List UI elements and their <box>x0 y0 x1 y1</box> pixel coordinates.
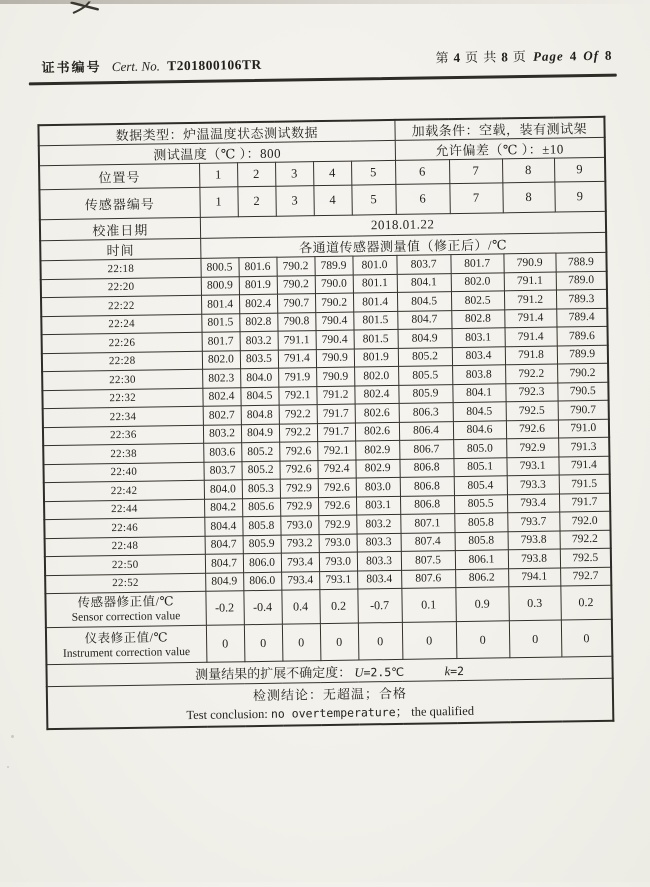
reading-value: 802.6 <box>355 422 399 441</box>
calibration-date-value: 2018.01.22 <box>200 211 606 238</box>
reading-value: 790.9 <box>316 349 354 368</box>
reading-value: 804.5 <box>397 292 451 311</box>
reading-value: 790.9 <box>503 253 555 272</box>
reading-value: 791.7 <box>317 404 355 423</box>
reading-time: 22:26 <box>42 332 202 353</box>
position-cell: 6 <box>395 160 449 185</box>
reading-value: 804.9 <box>241 424 279 443</box>
reading-value: 791.3 <box>558 437 609 456</box>
reading-value: 803.1 <box>356 496 400 515</box>
reading-value: 804.8 <box>241 405 279 424</box>
reading-value: 791.2 <box>504 290 556 309</box>
page-en-word: Page <box>532 48 564 64</box>
reading-value: 801.4 <box>201 295 239 314</box>
instrument-correction-value: 0 <box>282 624 321 662</box>
sensor-number-cell: 8 <box>502 182 554 213</box>
reading-value: 791.9 <box>278 368 316 387</box>
reading-value: 791.7 <box>559 493 610 512</box>
reading-value: 805.9 <box>398 384 452 403</box>
instrument-correction-value: 0 <box>358 622 403 660</box>
reading-value: 792.6 <box>318 497 356 516</box>
reading-value: 792.6 <box>279 460 317 479</box>
sensor-number-cell: 6 <box>395 184 449 215</box>
instrument-correction-value: 0 <box>402 622 457 660</box>
reading-value: 807.6 <box>401 569 455 588</box>
reading-value: 789.9 <box>557 345 608 364</box>
reading-value: 793.8 <box>508 531 560 550</box>
reading-value: 804.5 <box>453 402 506 421</box>
uncertainty-prefix: 测量结果的扩展不确定度： <box>195 664 352 682</box>
instrument-correction-value: 0 <box>509 620 562 658</box>
reading-value: 790.2 <box>276 257 314 276</box>
reading-time: 22:28 <box>42 351 202 372</box>
reading-value: 790.7 <box>558 400 609 419</box>
position-label: 位置号 <box>39 163 199 189</box>
reading-value: 793.4 <box>507 494 559 513</box>
reading-value: 789.4 <box>556 308 607 327</box>
reading-value: 791.2 <box>316 386 354 405</box>
reading-value: 790.2 <box>315 293 353 312</box>
reading-value: 792.2 <box>279 423 317 442</box>
reading-value: 792.6 <box>279 442 317 461</box>
reading-value: 805.2 <box>241 461 279 480</box>
uncertainty-u-symbol: U <box>354 665 364 680</box>
reading-value: 801.5 <box>353 311 397 330</box>
conclusion-en-prefix: Test conclusion: <box>186 706 272 722</box>
reading-value: 804.7 <box>205 535 243 554</box>
pen-mark <box>64 1 108 16</box>
reading-value: 803.4 <box>357 570 401 589</box>
reading-value: 793.1 <box>319 571 357 590</box>
reading-value: 803.2 <box>240 331 278 350</box>
reading-value: 805.5 <box>398 366 452 385</box>
cert-label-en: Cert. No. <box>111 58 161 75</box>
reading-value: 803.7 <box>203 461 241 480</box>
page-en-of: Of <box>583 47 600 64</box>
page-en-total: 8 <box>604 47 613 63</box>
reading-value: 806.3 <box>399 403 453 422</box>
reading-time: 22:30 <box>42 369 202 390</box>
reading-value: 794.1 <box>508 568 560 587</box>
reading-value: 805.8 <box>455 531 508 550</box>
reading-value: 790.4 <box>315 312 353 331</box>
reading-time: 22:36 <box>43 425 203 446</box>
reading-value: 791.4 <box>278 349 316 368</box>
reading-value: 789.3 <box>556 289 607 308</box>
reading-value: 800.9 <box>201 276 239 295</box>
reading-value: 802.8 <box>451 309 504 328</box>
reading-value: 788.9 <box>555 252 606 271</box>
reading-value: 806.2 <box>455 568 508 587</box>
reading-value: 801.0 <box>352 255 396 274</box>
reading-value: 802.4 <box>202 387 240 406</box>
uncertainty-k-symbol: k <box>444 664 451 679</box>
sensor-correction-label <box>45 591 205 627</box>
conclusion-row <box>47 678 614 728</box>
reading-value: 789.9 <box>314 256 352 275</box>
reading-value: 792.2 <box>560 530 611 549</box>
spacer <box>407 675 441 676</box>
position-cell: 2 <box>237 162 275 187</box>
reading-value: 792.3 <box>505 383 557 402</box>
sensor-correction-value: 0.1 <box>401 588 455 623</box>
reading-value: 804.9 <box>398 329 452 348</box>
header-rule <box>29 74 617 86</box>
reading-time: 22:48 <box>45 536 205 557</box>
reading-value: 804.7 <box>205 554 243 573</box>
reading-value: 791.4 <box>505 327 557 346</box>
reading-value: 807.5 <box>401 551 455 570</box>
reading-value: 792.1 <box>317 441 355 460</box>
reading-value: 804.9 <box>205 572 243 591</box>
reading-value: 793.0 <box>319 534 357 553</box>
reading-time: 22:52 <box>45 573 205 594</box>
reading-value: 801.9 <box>239 276 277 295</box>
sensor-correction-value: -0.2 <box>205 591 244 626</box>
instrument-correction-value: 0 <box>561 619 613 657</box>
uncertainty-k-value: =2 <box>450 663 465 679</box>
reading-time: 22:34 <box>43 406 203 427</box>
instrument-correction-value: 0 <box>244 624 283 662</box>
reading-value: 802.3 <box>202 369 240 388</box>
reading-value: 802.9 <box>355 440 399 459</box>
reading-value: 806.7 <box>399 440 453 459</box>
reading-value: 802.4 <box>239 294 277 313</box>
reading-value: 790.2 <box>557 363 608 382</box>
reading-value: 806.1 <box>455 550 508 569</box>
sensor-correction-value: 0.9 <box>455 587 508 622</box>
conclusion-en-mono: no overtemperature <box>270 704 396 721</box>
reading-value: 792.2 <box>279 405 317 424</box>
instrument-correction-value: 0 <box>456 621 510 659</box>
reading-value: 793.0 <box>280 516 318 535</box>
sensor-number-cell: 1 <box>199 187 237 218</box>
reading-value: 793.3 <box>507 475 559 494</box>
conclusion-en-suffix: ； the qualified <box>395 703 475 719</box>
position-cell: 4 <box>313 161 351 186</box>
reading-value: 803.3 <box>357 533 401 552</box>
reading-value: 805.9 <box>243 535 281 554</box>
reading-value: 792.9 <box>318 515 356 534</box>
reading-value: 801.6 <box>238 257 276 276</box>
reading-value: 790.9 <box>316 367 354 386</box>
sensor-correction-value: 0.4 <box>281 590 320 625</box>
reading-value: 804.4 <box>204 517 242 536</box>
reading-value: 792.5 <box>560 548 611 567</box>
reading-value: 792.9 <box>506 438 558 457</box>
time-label: 时间 <box>40 238 200 260</box>
reading-value: 806.0 <box>243 572 281 591</box>
reading-time: 22:38 <box>43 443 203 464</box>
reading-time: 22:50 <box>45 554 205 575</box>
reading-value: 792.6 <box>318 478 356 497</box>
sensor-number-cell: 4 <box>313 185 351 216</box>
reading-value: 792.2 <box>505 364 557 383</box>
reading-value: 806.8 <box>399 458 453 477</box>
position-cell: 8 <box>502 158 554 183</box>
reading-value: 806.4 <box>399 421 453 440</box>
reading-value: 792.9 <box>280 497 318 516</box>
reading-time: 22:18 <box>40 258 200 279</box>
reading-value: 790.2 <box>277 275 315 294</box>
reading-value: 789.0 <box>556 271 607 290</box>
reading-value: 805.8 <box>242 516 280 535</box>
sensor-correction-value: -0.7 <box>357 588 402 623</box>
reading-value: 793.8 <box>508 549 560 568</box>
reading-value: 791.4 <box>504 309 556 328</box>
reading-value: 790.4 <box>316 330 354 349</box>
reading-value: 790.5 <box>557 382 608 401</box>
reading-value: 804.6 <box>453 420 506 439</box>
sensor-number-cell: 5 <box>351 184 395 215</box>
reading-value: 790.8 <box>277 312 315 331</box>
reading-time: 22:40 <box>43 462 203 483</box>
measurement-table <box>37 116 614 730</box>
reading-value: 803.7 <box>396 255 450 274</box>
reading-value: 792.1 <box>278 386 316 405</box>
sensor-number-cell: 7 <box>449 183 502 214</box>
position-cell: 5 <box>351 160 395 185</box>
reading-value: 792.7 <box>560 567 611 586</box>
reading-time: 22:20 <box>41 277 201 298</box>
reading-value: 804.0 <box>240 368 278 387</box>
sensor-number-cell: 9 <box>554 181 605 212</box>
instrument-correction-label <box>46 625 207 664</box>
reading-value: 802.0 <box>202 350 240 369</box>
position-cell: 3 <box>275 162 313 187</box>
reading-value: 804.1 <box>452 383 505 402</box>
reading-value: 790.0 <box>315 275 353 294</box>
reading-value: 802.7 <box>203 406 241 425</box>
page-zh-pre: 第 <box>435 50 450 66</box>
reading-value: 802.8 <box>239 313 277 332</box>
reading-value: 793.4 <box>281 553 319 572</box>
reading-value: 803.5 <box>240 350 278 369</box>
reading-value: 791.1 <box>278 331 316 350</box>
reading-value: 805.8 <box>454 513 507 532</box>
reading-value: 802.6 <box>355 403 399 422</box>
reading-value: 805.5 <box>454 494 507 513</box>
reading-value: 791.7 <box>317 423 355 442</box>
reading-value: 806.0 <box>243 553 281 572</box>
position-cell: 7 <box>449 159 502 184</box>
uncertainty-u-value: =2.5℃ <box>363 664 405 680</box>
sensor-correction-label-zh: 传感器修正值/℃ <box>77 594 175 610</box>
reading-value: 792.6 <box>506 420 558 439</box>
certificate-number: T201800106TR <box>167 56 262 74</box>
reading-value: 804.0 <box>204 480 242 499</box>
reading-value: 801.7 <box>202 332 240 351</box>
data-type-cell: 数据类型：炉温温度状态测试数据 <box>38 120 394 146</box>
reading-value: 802.0 <box>451 272 504 291</box>
reading-value: 793.7 <box>507 512 559 531</box>
reading-value: 789.6 <box>557 326 608 345</box>
reading-value: 802.0 <box>354 366 398 385</box>
instrument-correction-value: 0 <box>206 625 245 663</box>
conclusion-cell <box>47 678 614 728</box>
reading-value: 793.4 <box>281 571 319 590</box>
reading-value: 802.9 <box>355 459 399 478</box>
reading-value: 805.0 <box>453 439 506 458</box>
reading-value: 803.3 <box>357 551 401 570</box>
reading-value: 791.1 <box>504 272 556 291</box>
reading-value: 792.0 <box>559 511 610 530</box>
channel-header: 各通道传感器测量值（修正后）/℃ <box>200 232 606 258</box>
sensor-correction-value: 0.2 <box>560 585 612 620</box>
reading-value: 791.5 <box>559 474 610 493</box>
reading-value: 801.1 <box>353 274 397 293</box>
scan-speck <box>11 735 14 738</box>
reading-value: 803.2 <box>356 514 400 533</box>
page-en-number: 4 <box>569 48 578 64</box>
reading-value: 792.4 <box>317 460 355 479</box>
reading-value: 802.5 <box>451 291 504 310</box>
reading-value: 803.1 <box>452 328 505 347</box>
reading-value: 801.7 <box>450 254 503 273</box>
scan-speck <box>7 766 9 768</box>
certificate-number-line <box>41 54 261 76</box>
test-temperature-cell: 测试温度（℃ ）：800 <box>39 140 395 165</box>
reading-value: 791.4 <box>558 456 609 475</box>
sensor-correction-value: 0.3 <box>508 586 560 621</box>
reading-value: 803.6 <box>203 443 241 462</box>
reading-value: 792.9 <box>280 479 318 498</box>
reading-value: 804.2 <box>204 498 242 517</box>
reading-value: 805.1 <box>453 457 506 476</box>
reading-value: 801.5 <box>201 313 239 332</box>
reading-value: 805.6 <box>242 498 280 517</box>
reading-value: 805.2 <box>398 347 452 366</box>
sensor-correction-value: 0.2 <box>319 589 358 624</box>
reading-value: 793.1 <box>506 457 558 476</box>
instrument-correction-value: 0 <box>320 623 359 661</box>
reading-value: 793.0 <box>319 552 357 571</box>
page-number: 4 <box>453 49 462 66</box>
sensor-number-label: 传感器编号 <box>39 187 199 219</box>
calibration-date-label: 校准日期 <box>40 217 200 240</box>
reading-value: 803.2 <box>203 424 241 443</box>
position-cell: 1 <box>199 163 237 188</box>
reading-value: 806.8 <box>400 477 454 496</box>
reading-value: 803.0 <box>356 477 400 496</box>
position-cell: 9 <box>554 157 605 182</box>
reading-time: 22:42 <box>44 480 204 501</box>
allowed-deviation-cell: 允许偏差（℃ ）：±10 <box>395 137 605 160</box>
cert-label-zh: 证书编号 <box>41 59 102 76</box>
sensor-number-cell: 2 <box>237 186 275 217</box>
reading-value: 804.5 <box>240 387 278 406</box>
reading-value: 805.2 <box>241 442 279 461</box>
page-zh-mid: 页 共 <box>464 49 498 65</box>
reading-value: 801.5 <box>354 329 398 348</box>
reading-time: 22:46 <box>44 517 204 538</box>
sensor-correction-label-en: Sensor correction value <box>71 610 181 624</box>
sensor-number-cell: 3 <box>275 186 313 217</box>
reading-value: 803.8 <box>452 365 505 384</box>
reading-value: 804.7 <box>397 310 451 329</box>
reading-value: 807.1 <box>400 514 454 533</box>
reading-value: 793.2 <box>281 534 319 553</box>
reading-value: 804.1 <box>397 273 451 292</box>
reading-value: 792.5 <box>506 401 558 420</box>
load-condition-cell: 加载条件：空载，装有测试架 <box>394 117 604 141</box>
reading-value: 806.8 <box>400 495 454 514</box>
instrument-correction-label-zh: 仪表修正值/℃ <box>84 629 169 646</box>
reading-value: 803.4 <box>452 346 505 365</box>
sensor-correction-value: -0.4 <box>243 590 282 625</box>
page-number-line <box>435 45 616 67</box>
reading-value: 805.3 <box>242 479 280 498</box>
page-total: 8 <box>501 49 509 65</box>
reading-time: 22:44 <box>44 499 204 520</box>
reading-value: 801.4 <box>353 292 397 311</box>
reading-value: 805.4 <box>454 476 507 495</box>
reading-time: 22:32 <box>42 388 202 409</box>
reading-value: 790.7 <box>277 294 315 313</box>
reading-value: 791.0 <box>558 419 609 438</box>
reading-time: 22:24 <box>41 314 201 335</box>
reading-value: 791.8 <box>505 346 557 365</box>
conclusion-zh: 检测结论：无超温；合格 <box>252 685 408 703</box>
reading-value: 801.9 <box>354 348 398 367</box>
instrument-correction-label-en: Instrument correction value <box>62 645 191 660</box>
page-zh-end: 页 <box>512 48 527 65</box>
reading-value: 807.4 <box>401 532 455 551</box>
reading-value: 802.4 <box>354 385 398 404</box>
reading-value: 800.5 <box>200 258 238 277</box>
reading-time: 22:22 <box>41 295 201 316</box>
